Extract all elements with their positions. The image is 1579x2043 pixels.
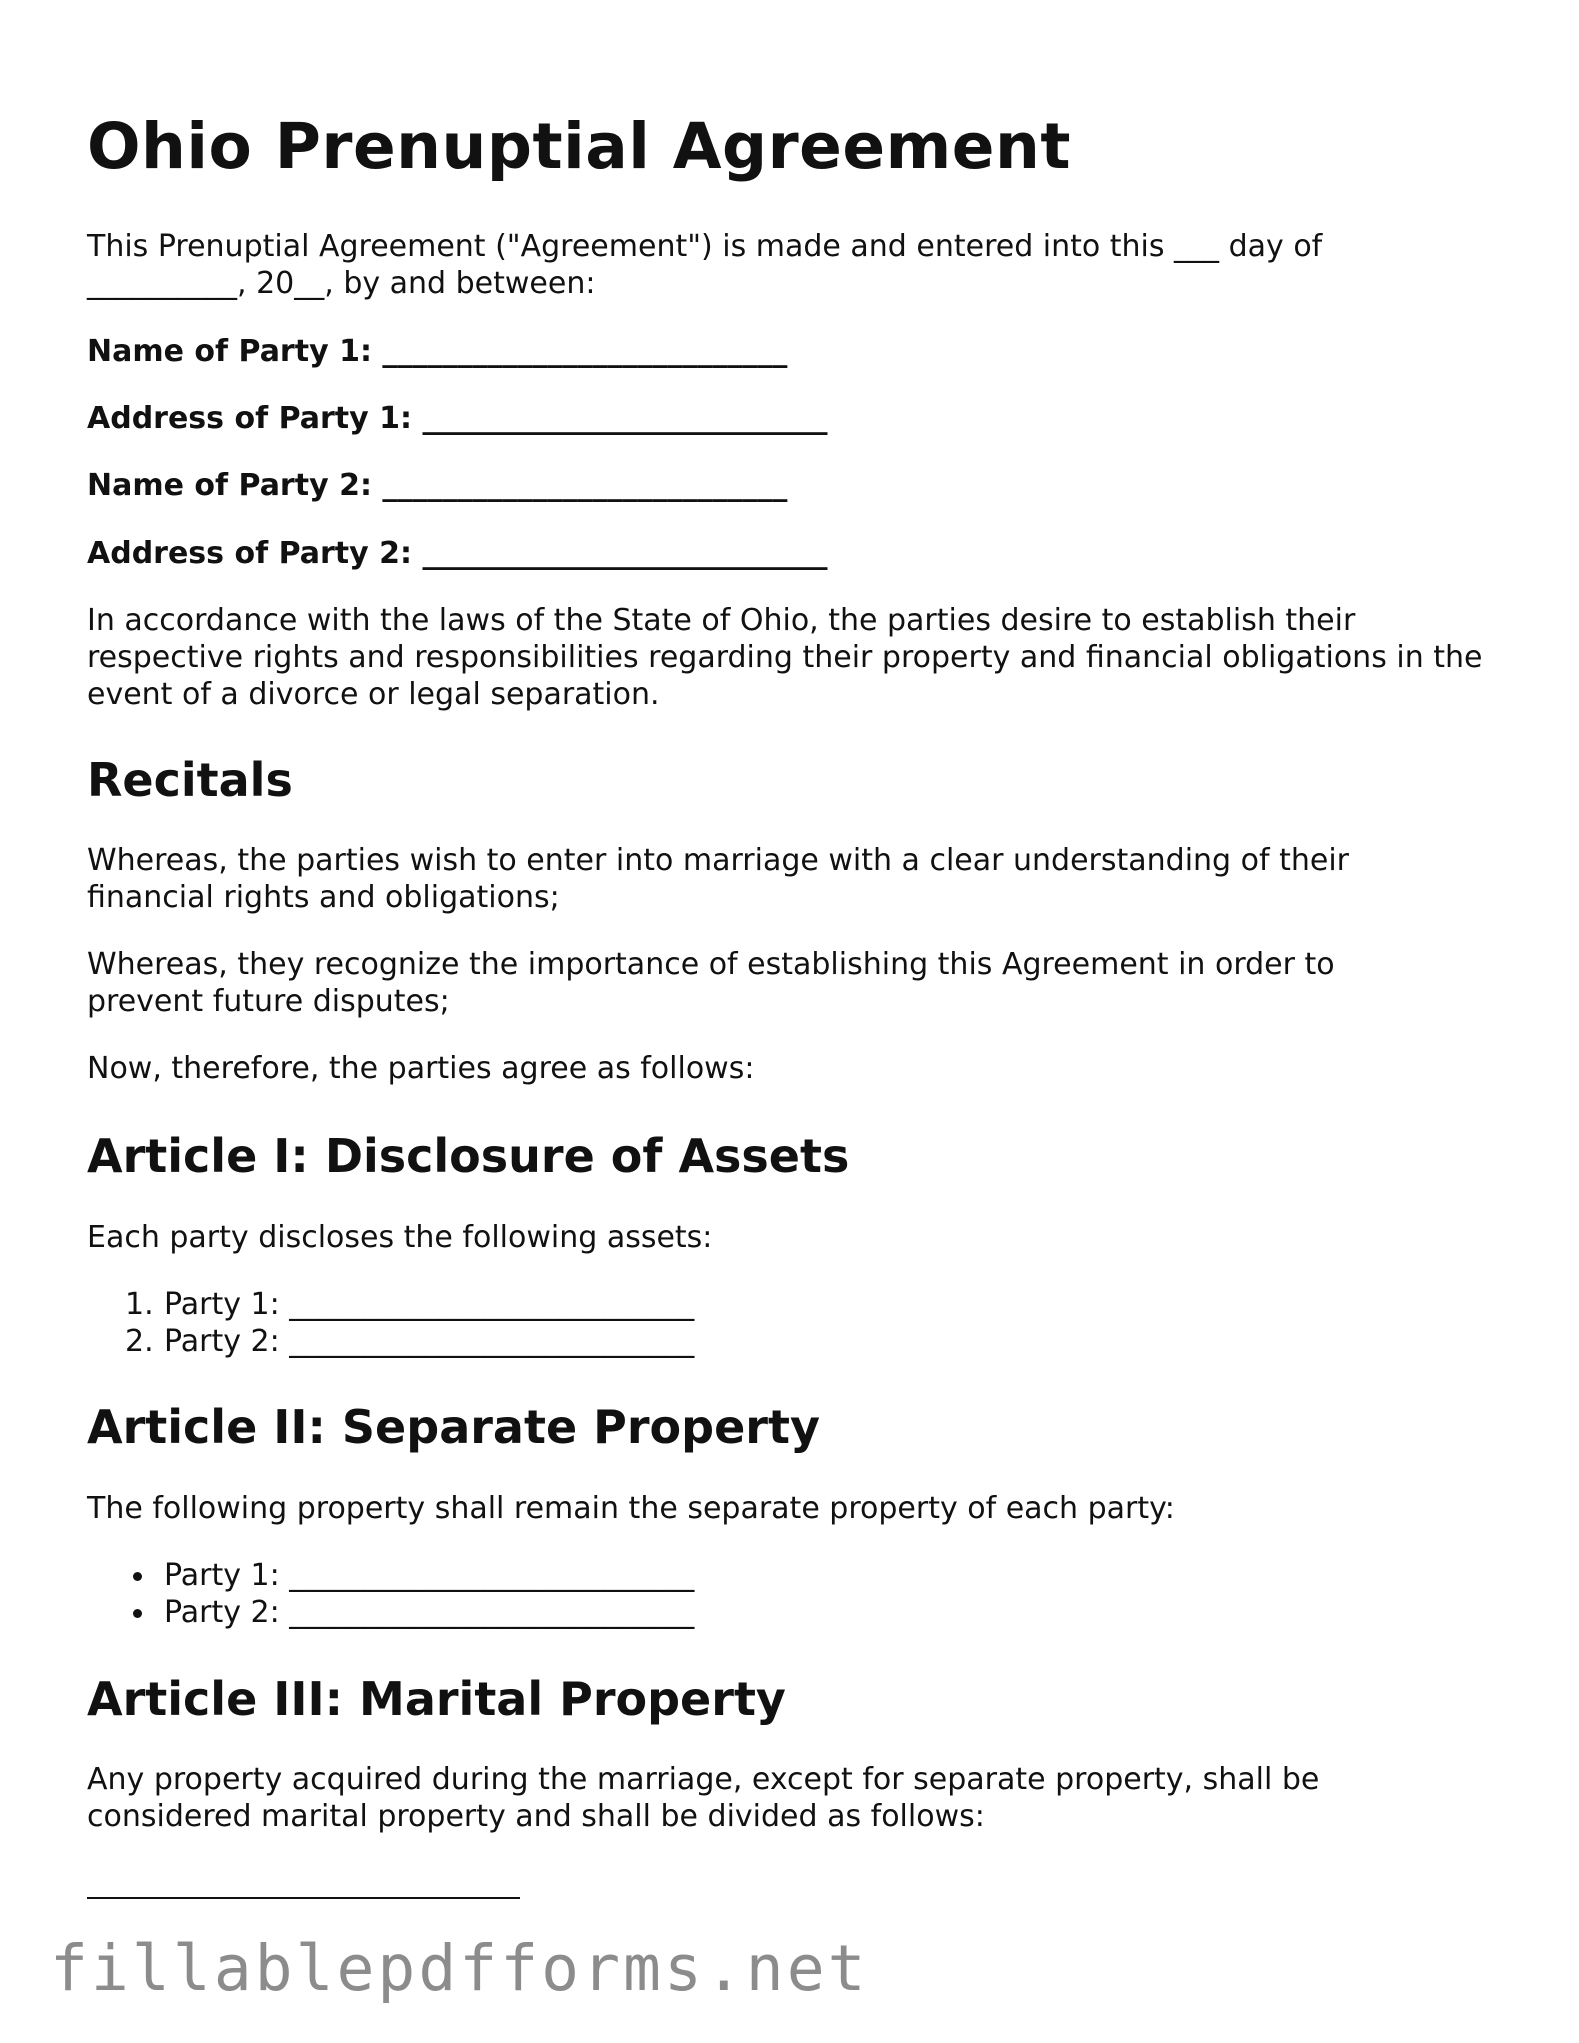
list-item-text: Party 2: ___________________________: [164, 1595, 695, 1630]
party1-name-field[interactable]: Name of Party 1: ___________________________: [87, 334, 788, 369]
list-number: 2.: [125, 1324, 154, 1359]
watermark-text: fillablepdfforms.net: [50, 1932, 869, 2005]
article-1-heading: Article I: Disclosure of Assets: [87, 1129, 850, 1183]
list-item[interactable]: [87, 1286, 694, 1323]
party2-address-field[interactable]: Address of Party 2: ___________________________: [87, 536, 828, 571]
list-item-text: Party 1: ___________________________: [164, 1287, 695, 1322]
article-1-list: [87, 1286, 694, 1360]
article-1-intro: Each party discloses the following assets:: [87, 1220, 713, 1255]
recital-paragraph-2: Whereas, they recognize the importance of establishing this Agreement in order to prevent future disputes;: [87, 947, 1335, 1019]
article-3-heading: Article III: Marital Property: [87, 1672, 786, 1726]
article-3-intro: Any property acquired during the marriage, except for separate property, shall be considered marital property and shall be divided as follows:: [87, 1762, 1320, 1834]
list-item[interactable]: [87, 1557, 694, 1594]
list-item[interactable]: [87, 1323, 694, 1360]
list-item-text: Party 1: ___________________________: [164, 1558, 695, 1593]
document-title: Ohio Prenuptial Agreement: [87, 110, 1071, 183]
division-blank-line[interactable]: [87, 1897, 520, 1899]
party2-name-field[interactable]: Name of Party 2: ___________________________: [87, 468, 788, 503]
recital-paragraph-1: Whereas, the parties wish to enter into marriage with a clear understanding of their financial rights and obligations;: [87, 843, 1349, 915]
article-2-heading: Article II: Separate Property: [87, 1400, 820, 1454]
recitals-heading: Recitals: [87, 753, 293, 807]
list-number: 1.: [125, 1287, 154, 1322]
intro-line-2: __________, 20__, by and between:: [87, 266, 596, 301]
article-2-list: [87, 1557, 694, 1631]
list-item[interactable]: [87, 1594, 694, 1631]
article-2-intro: The following property shall remain the separate property of each party:: [87, 1491, 1175, 1526]
list-item-text: Party 2: ___________________________: [164, 1324, 695, 1359]
party1-address-field[interactable]: Address of Party 1: ___________________________: [87, 401, 828, 436]
bullet-icon: [133, 1572, 142, 1581]
recital-paragraph-3: Now, therefore, the parties agree as follows:: [87, 1051, 755, 1086]
purpose-paragraph: In accordance with the laws of the State of Ohio, the parties desire to establish their respective rights and responsibilities regarding their property and financial obligations in the event of a divorce or legal separation.: [87, 603, 1483, 712]
bullet-icon: [133, 1609, 142, 1618]
intro-line-1: This Prenuptial Agreement ("Agreement") is made and entered into this ___ day of: [87, 229, 1323, 264]
